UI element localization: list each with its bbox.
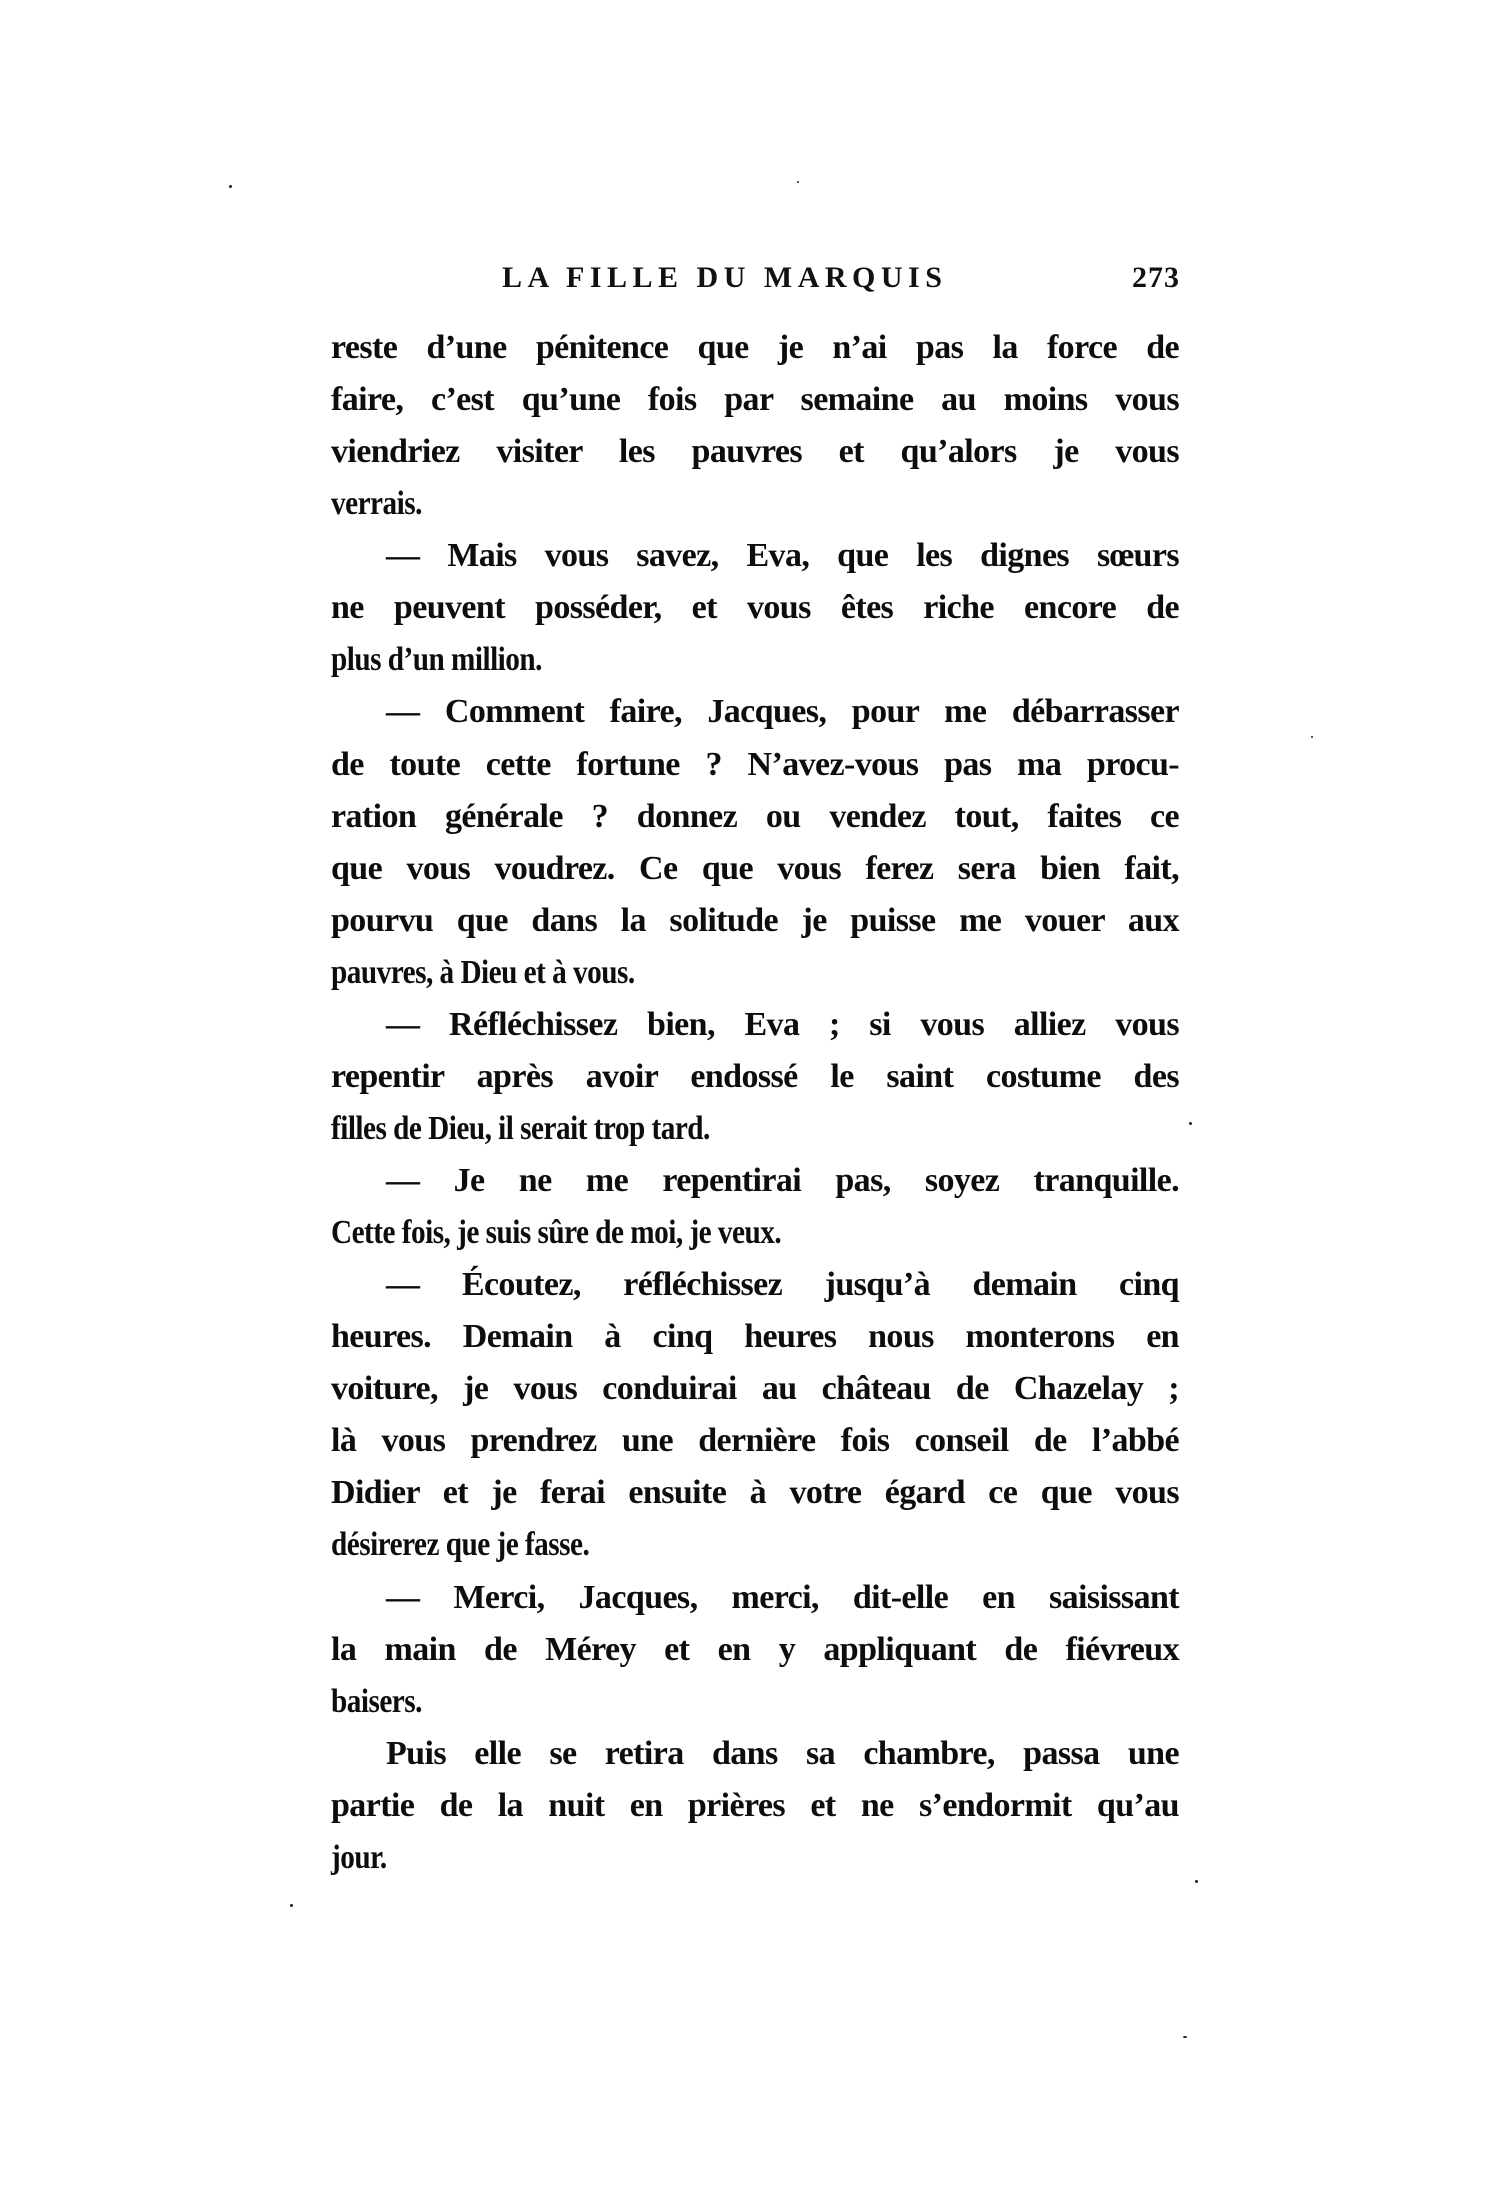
text-line: — Comment faire, Jacques, pour me débarrasser — [386, 693, 1179, 731]
text-line: Didier et je ferai ensuite à votre égard ce que vous — [331, 1474, 1179, 1512]
text-line: ration générale ? donnez ou vendez tout, faites ce — [331, 797, 1179, 835]
text-line: la main de Mérey et en y appliquant de fiévreux — [331, 1630, 1179, 1668]
text-line: de toute cette fortune ? N’avez-vous pas ma procu- — [331, 745, 1179, 783]
text-line: heures. Demain à cinq heures nous monterons en — [331, 1318, 1179, 1356]
text-line: viendriez visiter les pauvres et qu’alors je vous — [331, 433, 1179, 471]
text-line: là vous prendrez une dernière fois conseil de l’abbé — [331, 1422, 1179, 1460]
text-line: Cette fois, je suis sûre de moi, je veux. — [331, 1214, 782, 1252]
text-line: désirerez que je fasse. — [331, 1526, 590, 1564]
text-line: reste d’une pénitence que je n’ai pas la force de — [331, 329, 1179, 366]
text-line: repentir après avoir endossé le saint costume des — [331, 1057, 1179, 1095]
text-line: pauvres, à Dieu et à vous. — [331, 953, 635, 991]
running-head — [330, 258, 1180, 298]
text-line: voiture, je vous conduirai au château de Chazelay ; — [331, 1370, 1179, 1408]
text-line: filles de Dieu, il serait trop tard. — [331, 1109, 710, 1147]
text-line: partie de la nuit en prières et ne s’endormit qu’au — [331, 1786, 1179, 1824]
scan-speck — [1189, 1122, 1192, 1125]
text-line: ne peuvent posséder, et vous êtes riche encore de — [331, 589, 1179, 627]
text-line: — Écoutez, réfléchissez jusqu’à demain cinq — [386, 1266, 1179, 1304]
text-line: jour. — [331, 1838, 387, 1876]
text-line: baisers. — [331, 1682, 422, 1720]
text-line: Puis elle se retira dans sa chambre, passa une — [386, 1734, 1179, 1772]
text-line: faire, c’est qu’une fois par semaine au moins vous — [331, 381, 1179, 419]
body-text — [331, 322, 1179, 1884]
text-line: verrais. — [331, 485, 422, 523]
text-line: — Je ne me repentirai pas, soyez tranquille. — [386, 1162, 1179, 1199]
scan-speck — [290, 1904, 293, 1907]
scan-speck — [1183, 2036, 1187, 2038]
text-line: — Merci, Jacques, merci, dit-elle en saisissant — [386, 1578, 1179, 1616]
text-line: que vous voudrez. Ce que vous ferez sera bien fait, — [331, 849, 1179, 887]
scan-speck — [229, 185, 232, 188]
page-number: 273 — [1132, 261, 1180, 294]
scan-speck — [797, 181, 799, 183]
text-line: — Mais vous savez, Eva, que les dignes sœurs — [386, 537, 1179, 575]
scan-speck — [1195, 1880, 1198, 1883]
text-line: — Réfléchissez bien, Eva ; si vous alliez vous — [386, 1005, 1179, 1043]
running-head-title: LA FILLE DU MARQUIS — [502, 261, 948, 294]
text-line: plus d’un million. — [331, 641, 542, 679]
text-line: pourvu que dans la solitude je puisse me vouer aux — [331, 901, 1179, 939]
scan-speck — [1311, 736, 1313, 738]
